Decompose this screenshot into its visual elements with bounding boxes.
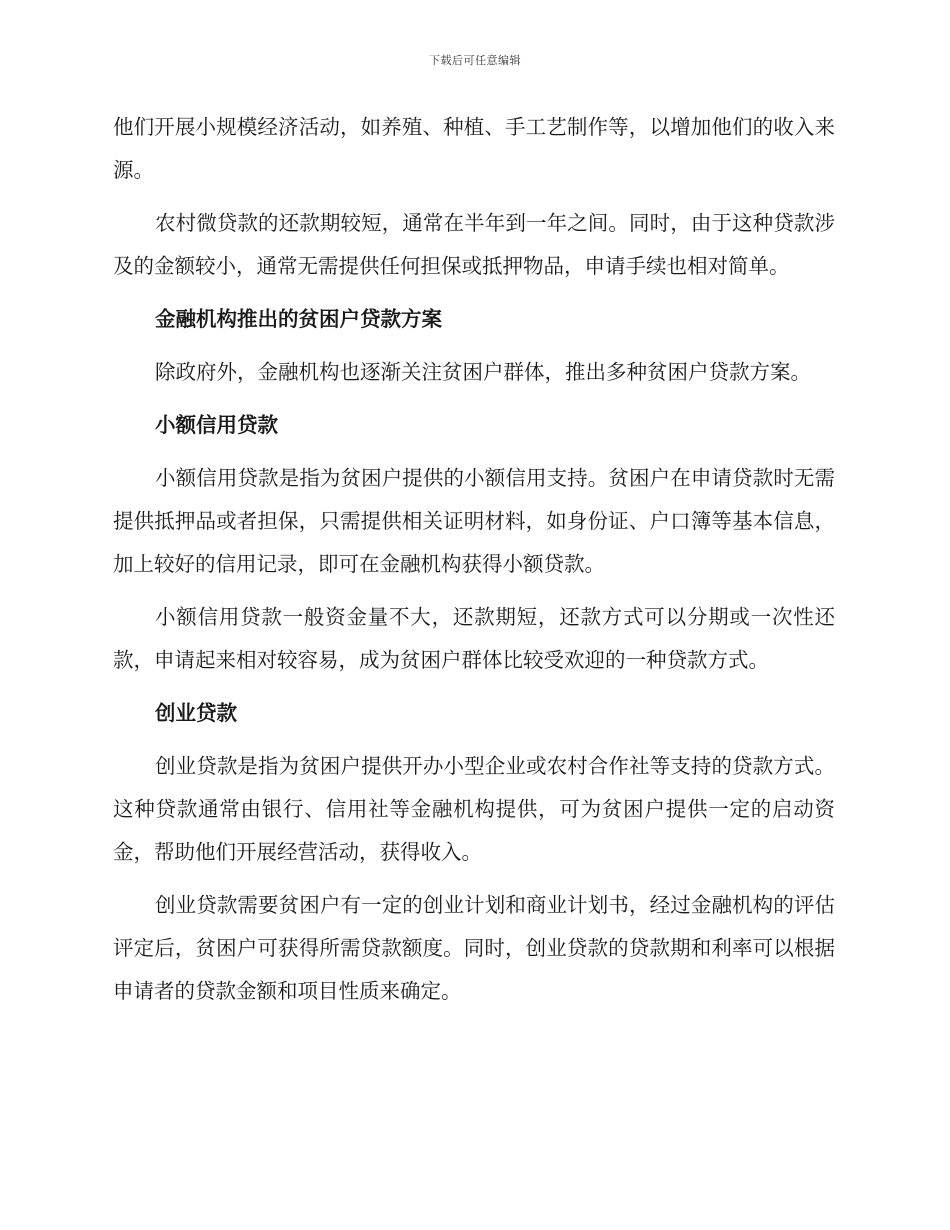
paragraph-continuation: 他们开展小规模经济活动，如养殖、种植、手工艺制作等，以增加他们的收入来源。: [113, 115, 835, 182]
paragraph: 小额信用贷款是指为贫困户提供的小额信用支持。贫困户在申请贷款时无需提供抵押品或者担保，只需提供相关证明材料，如身份证、户口簿等基本信息，加上较好的信用记录，即可在金融机构获得小额贷款。: [113, 466, 835, 576]
paragraph: 创业贷款是指为贫困户提供开办小型企业或农村合作社等支持的贷款方式。这种贷款通常由银行、信用社等金融机构提供，可为贫困户提供一定的启动资金，帮助他们开展经营活动，获得收入。: [113, 754, 835, 864]
paragraph: 农村微贷款的还款期较短，通常在半年到一年之间。同时，由于这种贷款涉及的金额较小，通常无需提供任何担保或抵押物品，申请手续也相对简单。: [113, 211, 835, 278]
paragraph: 小额信用贷款一般资金量不大，还款期短，还款方式可以分期或一次性还款，申请起来相对较容易，成为贫困户群体比较受欢迎的一种贷款方式。: [113, 605, 835, 672]
paragraph: 创业贷款需要贫困户有一定的创业计划和商业计划书，经过金融机构的评估评定后，贫困户可获得所需贷款额度。同时，创业贷款的贷款期和利率可以根据申请者的贷款金额和项目性质来确定。: [113, 893, 835, 1003]
page-header: 下载后可任意编辑: [429, 54, 521, 67]
section-heading: 金融机构推出的贫困户贷款方案: [155, 307, 442, 331]
paragraph: 除政府外，金融机构也逐渐关注贫困户群体，推出多种贫困户贷款方案。: [155, 360, 811, 384]
section-heading: 小额信用贷款: [155, 413, 278, 437]
section-heading: 创业贷款: [155, 701, 237, 725]
document-body: [113, 106, 835, 1023]
